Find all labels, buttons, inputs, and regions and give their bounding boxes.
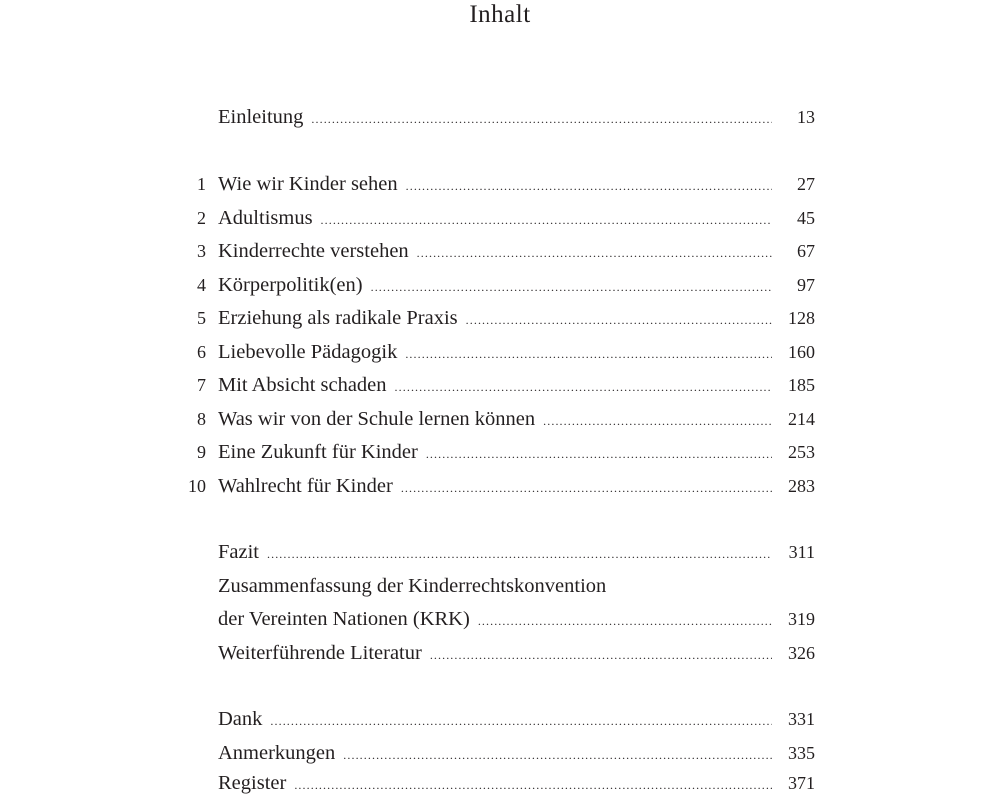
chapter-number: 2: [197, 207, 206, 228]
toc-entry-page: 335: [788, 742, 815, 763]
toc-entry-page: 185: [788, 375, 815, 395]
toc-entry-label: Dank: [218, 708, 263, 730]
dot-leader: [426, 437, 772, 471]
toc-entry-page: 371: [788, 773, 815, 793]
chapter-number: 9: [197, 442, 206, 462]
toc-entry-page: 67: [797, 241, 815, 261]
chapter-number: 7: [197, 375, 206, 395]
toc-entry-label: Fazit: [218, 541, 259, 563]
toc-entry-label: der Vereinten Nationen (KRK): [218, 608, 470, 630]
chapter-number: 4: [197, 274, 206, 295]
page-title: Inhalt: [469, 1, 531, 28]
toc-entry-page: 27: [797, 174, 815, 194]
toc-chapter-2: [175, 201, 815, 235]
toc-chapter-3: [175, 234, 815, 268]
toc-entry-einleitung: [175, 100, 815, 134]
dot-leader: [417, 236, 772, 270]
toc-entry-label: Register: [218, 772, 287, 794]
chapter-number: 5: [197, 308, 206, 328]
toc-entry-label: Liebevolle Pädagogik: [218, 340, 398, 363]
toc-entry-label: Anmerkungen: [218, 741, 336, 764]
toc-entry-anmerkungen: [175, 736, 815, 770]
dot-leader: [478, 604, 772, 638]
toc-entry-page: 311: [788, 542, 815, 562]
dot-leader: [371, 270, 772, 304]
toc-entry-register: [175, 766, 815, 800]
chapter-number: 6: [197, 341, 206, 362]
chapter-number: 1: [197, 174, 206, 194]
toc-entry-page: 214: [788, 408, 815, 429]
dot-leader: [267, 537, 772, 571]
dot-leader: [321, 203, 772, 237]
dot-leader: [466, 303, 772, 337]
toc-entry-label: Einleitung: [218, 106, 304, 128]
toc-entry-fazit: [175, 535, 815, 569]
toc-entry-page: 160: [788, 341, 815, 362]
toc-entry-label: Adultismus: [218, 206, 313, 229]
toc-entry-page: 97: [797, 274, 815, 295]
dot-leader: [294, 768, 772, 802]
toc-entry-label: Eine Zukunft für Kinder: [218, 441, 418, 463]
dot-leader: [405, 337, 772, 371]
toc-chapter-8: [175, 402, 815, 436]
toc-chapter-10: [175, 469, 815, 503]
toc-entry-page: 45: [797, 207, 815, 228]
dot-leader: [270, 704, 772, 738]
toc-entry-page: 319: [788, 609, 815, 629]
toc-entry-label: Zusammenfassung der Kinderrechtskonvention: [218, 574, 607, 597]
toc-entry-krk-line1: [175, 569, 815, 603]
toc-entry-label: Erziehung als radikale Praxis: [218, 307, 458, 329]
toc-entry-label: Körperpolitik(en): [218, 273, 363, 296]
toc-entry-page: 326: [788, 642, 815, 663]
toc-entry-label: Weiterführende Literatur: [218, 641, 422, 664]
toc-entry-page: 13: [797, 107, 815, 127]
toc-chapter-6: [175, 335, 815, 369]
toc-entry-page: 128: [788, 308, 815, 328]
toc-chapter-5: [175, 301, 815, 335]
toc-entry-page: 331: [788, 709, 815, 729]
toc-entry-label: Mit Absicht schaden: [218, 374, 387, 396]
toc-entry-page: 283: [788, 475, 815, 496]
toc-chapter-1: [175, 167, 815, 201]
toc-entry-krk-line2: [175, 602, 815, 636]
chapter-number: 10: [188, 475, 206, 496]
dot-leader: [543, 404, 772, 438]
toc-entry-label: Wie wir Kinder sehen: [218, 173, 398, 195]
toc-entry-page: 253: [788, 442, 815, 462]
dot-leader: [401, 471, 772, 505]
toc-chapter-4: [175, 268, 815, 302]
toc-entry-dank: [175, 702, 815, 736]
toc-entry-label: Kinderrechte verstehen: [218, 240, 409, 262]
dot-leader: [430, 638, 772, 672]
toc-chapter-9: [175, 435, 815, 469]
toc-entry-literatur: [175, 636, 815, 670]
chapter-number: 8: [197, 408, 206, 429]
toc-chapter-7: [175, 368, 815, 402]
toc-entry-label: Wahlrecht für Kinder: [218, 474, 393, 497]
dot-leader: [406, 169, 772, 203]
toc-entry-label: Was wir von der Schule lernen können: [218, 407, 536, 430]
chapter-number: 3: [197, 241, 206, 261]
dot-leader: [311, 102, 772, 136]
dot-leader: [395, 370, 772, 404]
